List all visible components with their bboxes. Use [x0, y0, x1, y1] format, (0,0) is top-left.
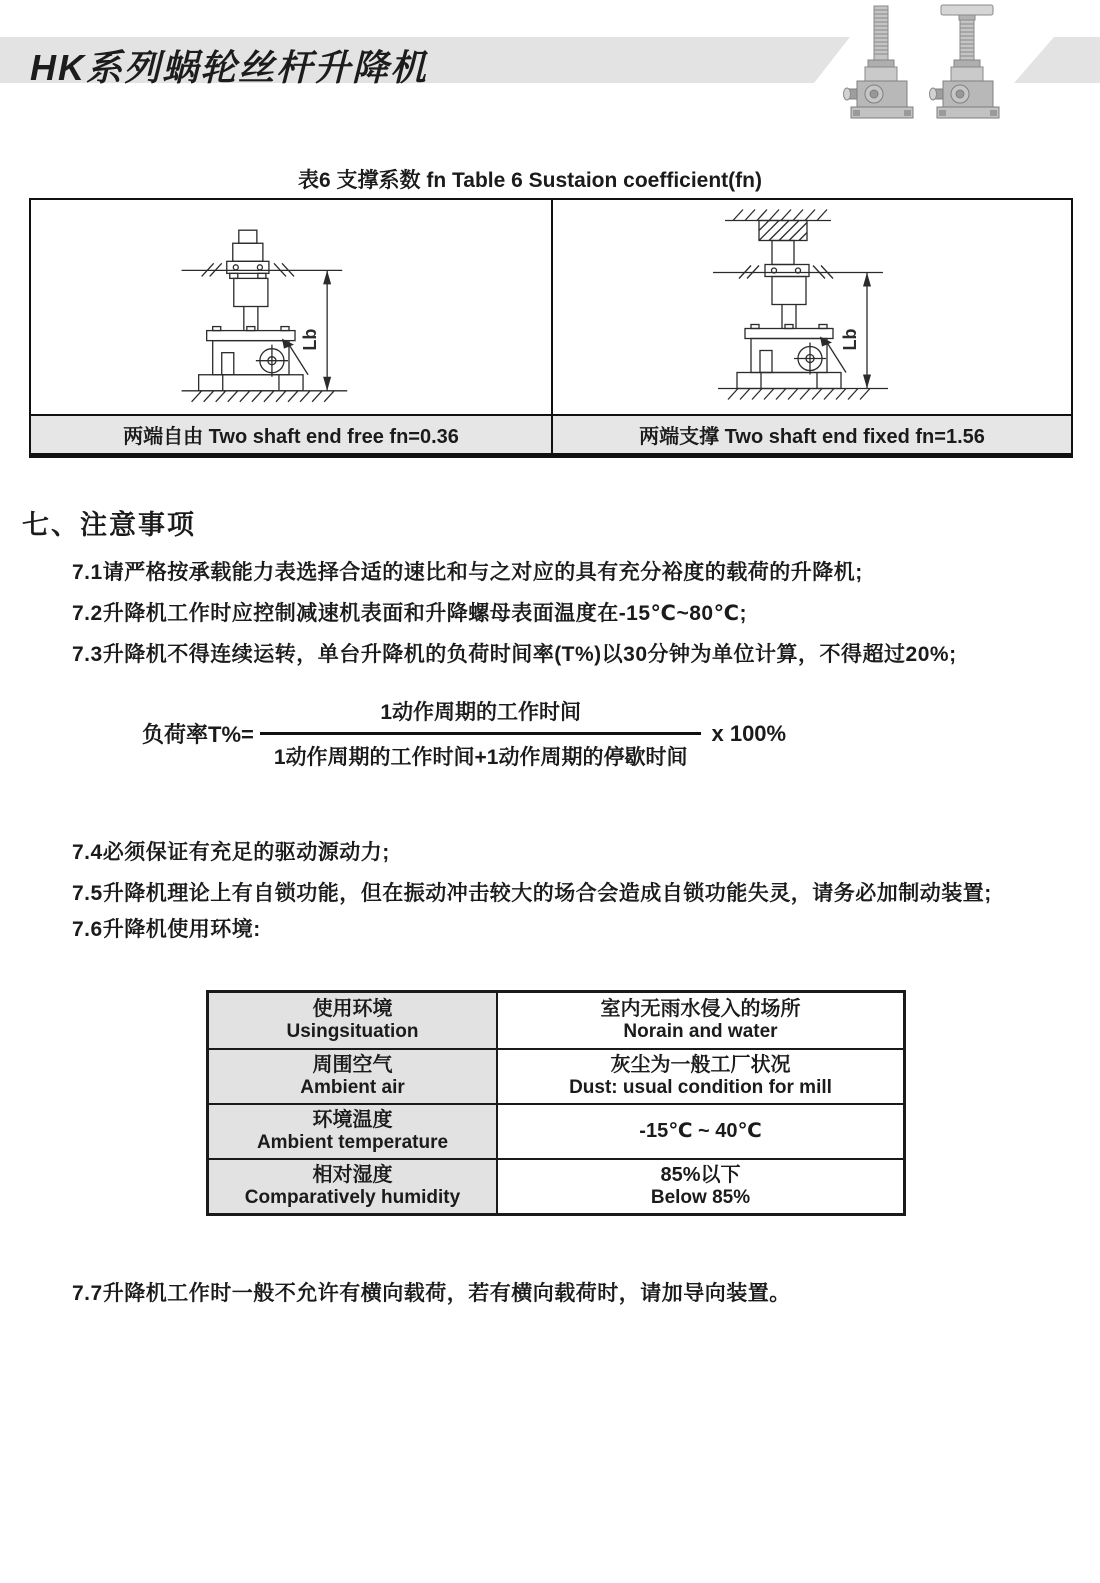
environment-table	[206, 990, 906, 1216]
jack-diagram-free-ends	[31, 200, 551, 414]
note-7-7: 7.7升降机工作时一般不允许有横向载荷，若有横向载荷时，请加导向装置。	[72, 1282, 791, 1305]
screw-jack-render-flange	[930, 5, 1000, 118]
formula-label: 负荷率T%=	[142, 722, 254, 747]
dimension-label: Lb	[840, 328, 860, 351]
table6	[29, 198, 1073, 458]
note-7-4: 7.4必须保证有充足的驱动源动力;	[72, 841, 390, 864]
env-row-humidity	[209, 1158, 903, 1213]
formula-suffix: x 100%	[711, 720, 787, 746]
note-7-2: 7.2升降机工作时应控制减速机表面和升降螺母表面温度在-15℃~80℃;	[72, 602, 748, 625]
note-7-5: 7.5升降机理论上有自锁功能，但在振动冲击较大的场合会造成自锁功能失灵，请务必加制动装置;	[72, 882, 992, 905]
env-value-cell: 室内无雨水侵入的场所 Norain and water	[498, 993, 903, 1048]
env-value-cell: -15℃ ~ 40℃	[498, 1105, 903, 1158]
env-row-temperature	[209, 1103, 903, 1158]
section-heading: 七、注意事项	[22, 510, 196, 540]
note-7-6: 7.6升降机使用环境:	[72, 918, 261, 941]
table6-cell-fixed	[551, 200, 1071, 453]
table6-caption-fixed: 两端支撑 Two shaft end fixed fn=1.56	[553, 414, 1071, 453]
screw-jack-render-plain	[844, 6, 914, 118]
formula-denominator: 1动作周期的工作时间+1动作周期的停歇时间	[273, 746, 688, 769]
table6-caption-free: 两端自由 Two shaft end free fn=0.36	[31, 414, 551, 453]
env-row-air	[209, 1048, 903, 1103]
table6-title: 表6 支撑系数 fn Table 6 Sustaion coefficient(fn)	[298, 169, 762, 192]
page-title: HK系列蜗轮丝杆升降机	[30, 47, 428, 88]
formula-fraction	[260, 696, 702, 771]
header-band-right-accent	[1014, 37, 1100, 83]
jack-diagram-fixed-ends	[553, 200, 1071, 414]
env-value-cell: 灰尘为一般工厂状况 Dust: usual condition for mill	[498, 1050, 903, 1103]
note-7-1: 7.1请严格按承载能力表选择合适的速比和与之对应的具有充分裕度的载荷的升降机;	[72, 561, 863, 584]
env-label-cell: 相对湿度 Comparatively humidity	[209, 1160, 498, 1213]
dimension-label: Lb	[300, 328, 321, 351]
screw-jack-product-images	[843, 2, 1015, 124]
env-label-cell: 环境温度 Ambient temperature	[209, 1105, 498, 1158]
load-rate-formula	[142, 696, 786, 771]
env-value-cell: 85%以下 Below 85%	[498, 1160, 903, 1213]
env-row-situation	[209, 993, 903, 1048]
env-label-cell: 使用环境 Usingsituation	[209, 993, 498, 1048]
table6-cell-free	[31, 200, 551, 453]
env-label-cell: 周围空气 Ambient air	[209, 1050, 498, 1103]
note-7-3: 7.3升降机不得连续运转，单台升降机的负荷时间率(T%)以30分钟为单位计算，不得超过20%;	[72, 643, 957, 666]
formula-numerator: 1动作周期的工作时间	[260, 696, 702, 735]
